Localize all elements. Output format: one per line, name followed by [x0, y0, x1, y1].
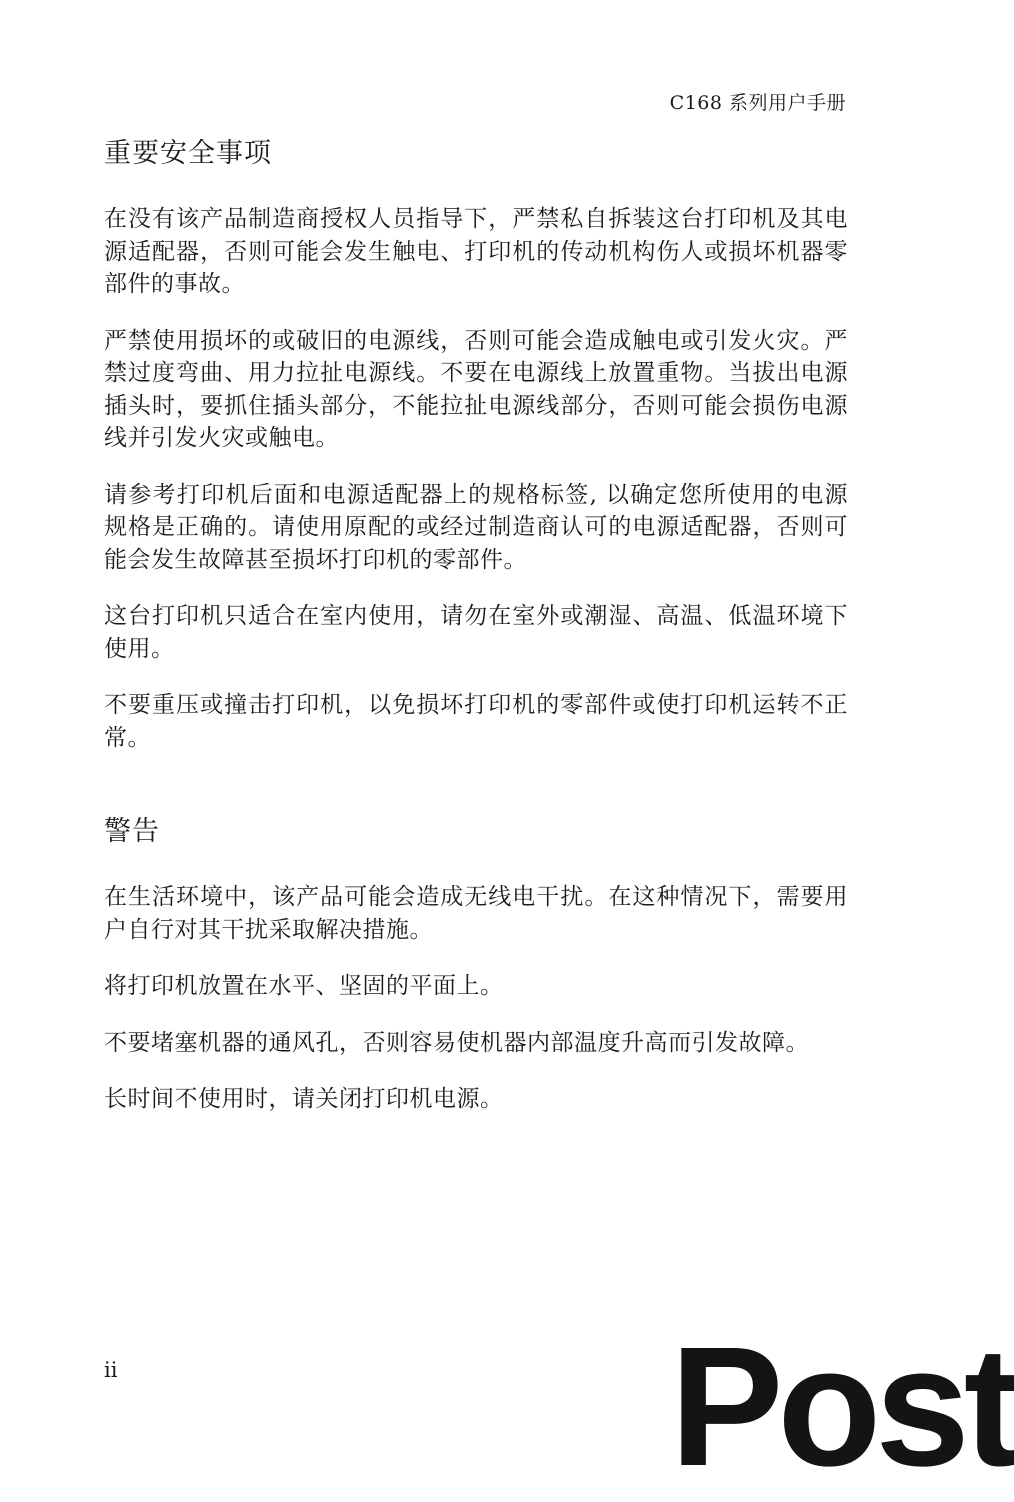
page-number: ii — [104, 1358, 118, 1382]
paragraph: 长时间不使用时，请关闭打印机电源。 — [104, 1086, 504, 1112]
section-title-warning: 警告 — [104, 816, 160, 847]
paragraph: 在生活环境中，该产品可能会造成无线电干扰。在这种情况下，需要用户自行对其干扰采取解决措施。 — [104, 884, 848, 943]
paragraph: 这台打印机只适合在室内使用，请勿在室外或潮湿、高温、低温环境下使用。 — [104, 603, 848, 662]
brand-logo: Post — [670, 1312, 1014, 1502]
warning-section — [104, 812, 848, 1116]
safety-section — [104, 134, 848, 754]
section-spacer — [104, 778, 848, 812]
paragraph: 不要堵塞机器的通风孔，否则容易使机器内部温度升高而引发故障。 — [104, 1029, 809, 1056]
running-header: C168 系列用户手册 — [669, 92, 846, 114]
paragraph: 不要重压或撞击打印机，以免损坏打印机的零部件或使打印机运转不正常。 — [104, 692, 848, 751]
paragraph: 将打印机放置在水平、坚固的平面上。 — [104, 973, 504, 999]
paragraph: 请参考打印机后面和电源适配器上的规格标签, 以确定您所使用的电源规格是正确的。请使用原配的或经过制造商认可的电源适配器，否则可能会发生故障甚至损坏打印机的零部件。 — [104, 481, 848, 573]
section-title-safety: 重要安全事项 — [104, 138, 272, 169]
page-content — [104, 134, 848, 1140]
paragraph: 在没有该产品制造商授权人员指导下，严禁私自拆装这台打印机及其电源适配器，否则可能会发生触电、打印机的传动机构伤人或损坏机器零部件的事故。 — [104, 206, 848, 297]
paragraph: 严禁使用损坏的或破旧的电源线，否则可能会造成触电或引发火灾。严禁过度弯曲、用力拉扯电源线。不要在电源线上放置重物。当拔出电源插头时，要抓住插头部分，不能拉扯电源线部分，否则可能会损伤电源线并引发火灾或触电。 — [104, 327, 848, 451]
